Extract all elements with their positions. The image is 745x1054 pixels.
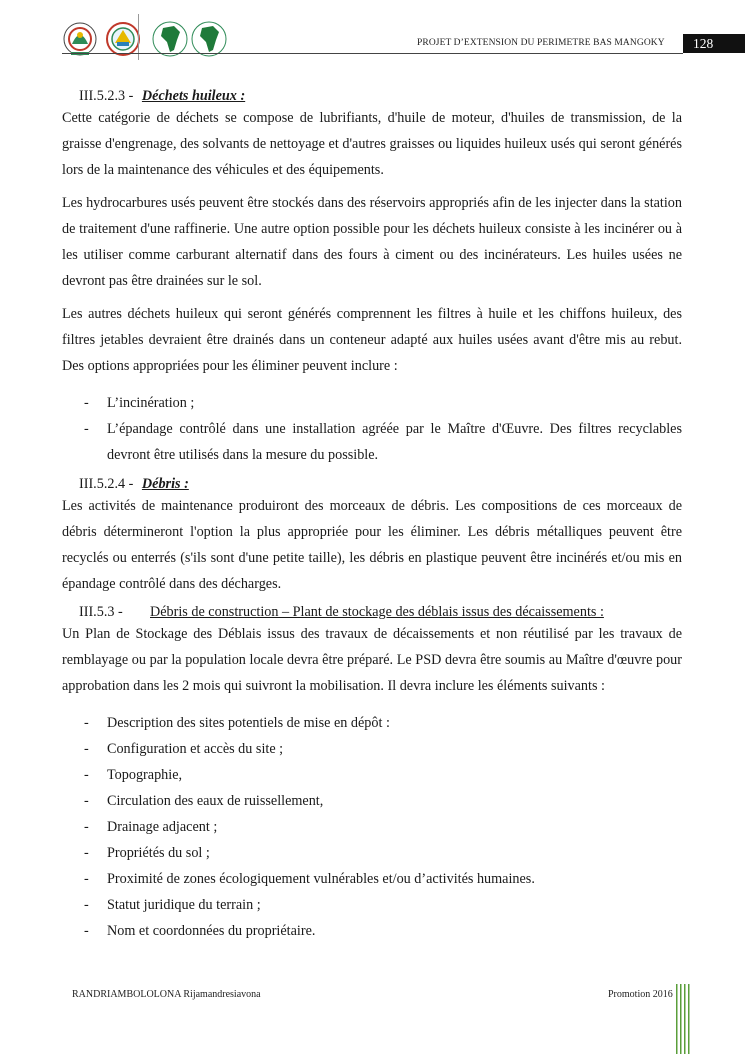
list-marker: - bbox=[84, 793, 89, 809]
list-item: - Statut juridique du terrain ; bbox=[62, 892, 682, 918]
paragraph: Les autres déchets huileux qui seront générés comprennent les filtres à huile et les chiffons huileux, des filtres jetables devraient être drainés dans un conteneur adapté aux huiles usées avant d'être mis au rebut. Des options appropriées pour les éliminer peuvent inclure : bbox=[62, 306, 682, 374]
footer-author: RANDRIAMBOLOLONA Rijamandresiavona bbox=[72, 989, 261, 1000]
header-rule bbox=[62, 53, 683, 54]
list-marker: - bbox=[84, 845, 89, 861]
psd-elements-list bbox=[62, 710, 682, 944]
disposal-options-list bbox=[62, 390, 682, 468]
section-number: III.5.2.3 - bbox=[79, 88, 134, 104]
africa-map-logo-1 bbox=[153, 22, 187, 56]
list-marker: - bbox=[84, 741, 89, 757]
list-item: - Topographie, bbox=[62, 762, 682, 788]
list-item: - Proximité de zones écologiquement vulnérables et/ou d’activités humaines. bbox=[62, 866, 682, 892]
list-item: - L’épandage contrôlé dans une installation agréée par le Maître d'Œuvre. Des filtres recyclables devront être utilisés dans la mesure du possible. bbox=[62, 416, 682, 468]
list-marker: - bbox=[84, 923, 89, 939]
list-marker: - bbox=[84, 715, 89, 731]
africa-map-logo-2 bbox=[192, 22, 226, 56]
paragraph: Les hydrocarbures usés peuvent être stockés dans des réservoirs appropriés afin de les injecter dans la station de traitement d'une raffinerie. Une autre option possible pour les déchets huileux consiste à les incinérer ou à les utiliser comme carburant alternatif dans des fours à ciment ou des incinérateurs. Les huiles usées ne devront pas être drainées sur le sol. bbox=[62, 195, 682, 289]
footer-promotion: Promotion 2016 bbox=[608, 989, 673, 1000]
document-header-title: PROJET D’EXTENSION DU PERIMETRE BAS MANGOKY bbox=[417, 38, 665, 48]
section-title: Déchets huileux : bbox=[141, 88, 246, 104]
list-marker: - bbox=[84, 395, 89, 411]
paragraph: Les activités de maintenance produiront des morceaux de débris. Les compositions de ces morceaux de débris détermineront l'option la plus appropriée pour les éliminer. Les débris métalliques peuvent être recyclés ou enterrés (s'ils sont d'une petite taille), les débris en plastique peuvent être incinérés et/ou mis en épandage contrôlé dans des décharges. bbox=[62, 498, 682, 592]
list-item: - Description des sites potentiels de mise en dépôt : bbox=[62, 710, 682, 736]
section-heading-dechets-huileux bbox=[62, 88, 682, 105]
university-seal-logo bbox=[64, 23, 96, 55]
list-item: - Drainage adjacent ; bbox=[62, 814, 682, 840]
list-marker: - bbox=[84, 767, 89, 783]
page-number-badge: 128 bbox=[683, 34, 745, 53]
list-item: - L’incinération ; bbox=[62, 390, 682, 416]
section-title: Débris de construction – Plant de stockage des déblais issus des décaissements : bbox=[150, 604, 604, 620]
section-number: III.5.2.4 - bbox=[79, 476, 134, 492]
section-number: III.5.3 - bbox=[79, 604, 123, 620]
paragraph: Cette catégorie de déchets se compose de lubrifiants, d'huile de moteur, d'huiles de transmission, de la graisse d'engrenage, des solvants de nettoyage et d'autres graisses ou liquides huileux usés qui seront générés lors de la maintenance des véhicules et des équipements. bbox=[62, 110, 682, 178]
section-heading-debris-construction bbox=[62, 604, 682, 621]
section-heading-debris bbox=[62, 476, 682, 493]
list-item: - Circulation des eaux de ruissellement, bbox=[62, 788, 682, 814]
school-emblem-logo bbox=[107, 23, 139, 55]
list-marker: - bbox=[84, 871, 89, 887]
list-marker: - bbox=[84, 421, 89, 437]
paragraph: Un Plan de Stockage des Déblais issus des travaux de décaissements et non réutilisé par les travaux de remblayage ou par la population locale devra être préparé. Le PSD devra être soumis au Maître d'œuvre pour approbation dans les 2 mois qui suivront la mobilisation. Il devra inclure les éléments suivants : bbox=[62, 626, 682, 694]
list-item: - Propriétés du sol ; bbox=[62, 840, 682, 866]
footer-decorative-bars bbox=[672, 984, 690, 1054]
list-item: - Configuration et accès du site ; bbox=[62, 736, 682, 762]
page-content bbox=[62, 88, 682, 952]
list-marker: - bbox=[84, 897, 89, 913]
list-item: - Nom et coordonnées du propriétaire. bbox=[62, 918, 682, 944]
section-title: Débris : bbox=[141, 476, 189, 492]
list-marker: - bbox=[84, 819, 89, 835]
